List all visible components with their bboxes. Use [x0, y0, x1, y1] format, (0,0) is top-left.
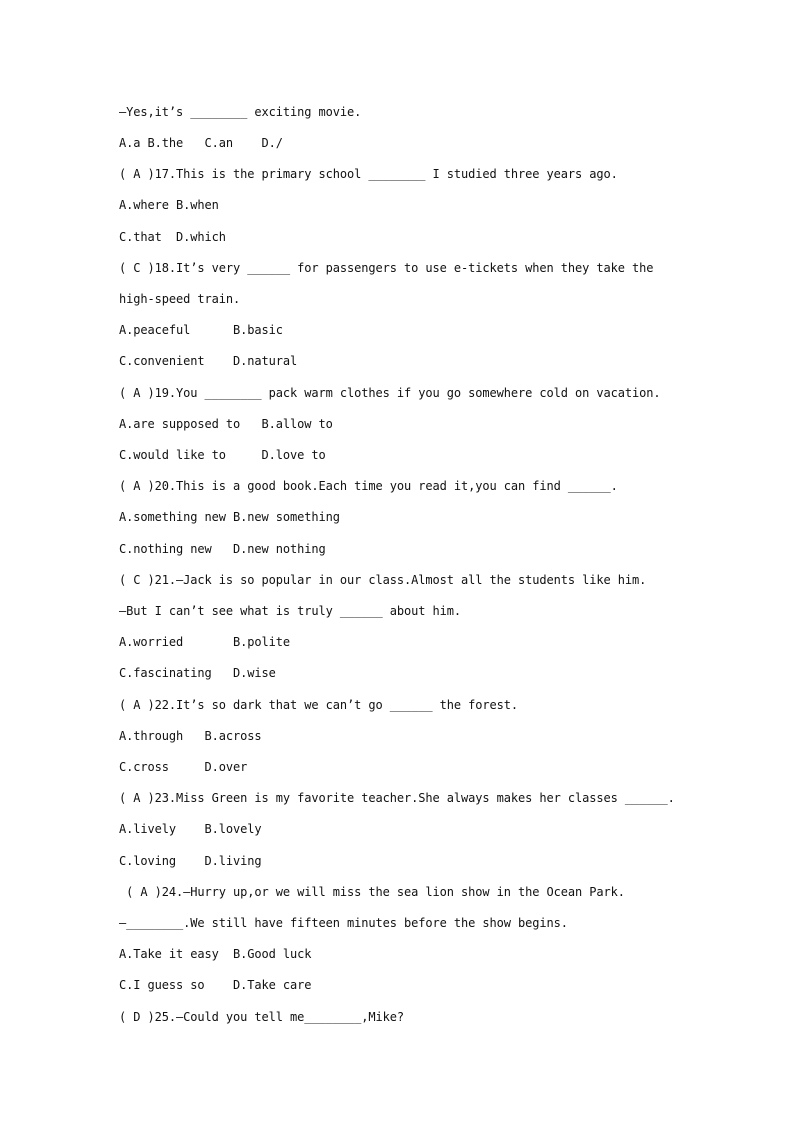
question-21-options-ab: A.worried B.polite	[119, 635, 290, 649]
question-25-stem: ( D )25.—Could you tell me________,Mike?	[119, 1010, 404, 1024]
question-20-options-cd: C.nothing new D.new nothing	[119, 542, 326, 556]
question-17-options-ab: A.where B.when	[119, 198, 219, 212]
question-20-stem: ( A )20.This is a good book.Each time you read it,you can find ______.	[119, 479, 618, 493]
question-16-options: A.a B.the C.an D./	[119, 136, 283, 150]
question-23-options-cd: C.loving D.living	[119, 854, 262, 868]
question-23-stem: ( A )23.Miss Green is my favorite teacher.She always makes her classes ______.	[119, 791, 675, 805]
question-16-answer-line: —Yes,it’s ________ exciting movie.	[119, 105, 362, 119]
question-17-options-cd: C.that D.which	[119, 230, 226, 244]
question-23-options-ab: A.lively B.lovely	[119, 822, 262, 836]
question-21-stem-continued: —But I can’t see what is truly ______ about him.	[119, 604, 461, 618]
question-21-stem: ( C )21.—Jack is so popular in our class.Almost all the students like him.	[119, 573, 647, 587]
question-24-options-ab: A.Take it easy B.Good luck	[119, 947, 312, 961]
question-19-options-ab: A.are supposed to B.allow to	[119, 417, 333, 431]
question-21-options-cd: C.fascinating D.wise	[119, 666, 276, 680]
question-19-options-cd: C.would like to D.love to	[119, 448, 326, 462]
question-18-stem: ( C )18.It’s very ______ for passengers to use e-tickets when they take the	[119, 261, 654, 275]
question-19-stem: ( A )19.You ________ pack warm clothes if you go somewhere cold on vacation.	[119, 386, 661, 400]
question-22-stem: ( A )22.It’s so dark that we can’t go ______ the forest.	[119, 698, 518, 712]
question-24-stem: ( A )24.—Hurry up,or we will miss the sea lion show in the Ocean Park.	[119, 885, 625, 899]
question-18-stem-continued: high-speed train.	[119, 292, 241, 306]
question-24-options-cd: C.I guess so D.Take care	[119, 978, 312, 992]
question-22-options-cd: C.cross D.over	[119, 760, 248, 774]
question-18-options-ab: A.peaceful B.basic	[119, 323, 283, 337]
question-20-options-ab: A.something new B.new something	[119, 510, 340, 524]
question-17-stem: ( A )17.This is the primary school ________ I studied three years ago.	[119, 167, 618, 181]
question-18-options-cd: C.convenient D.natural	[119, 354, 298, 368]
question-22-options-ab: A.through B.across	[119, 729, 262, 743]
question-24-stem-continued: —________.We still have fifteen minutes before the show begins.	[119, 916, 568, 930]
